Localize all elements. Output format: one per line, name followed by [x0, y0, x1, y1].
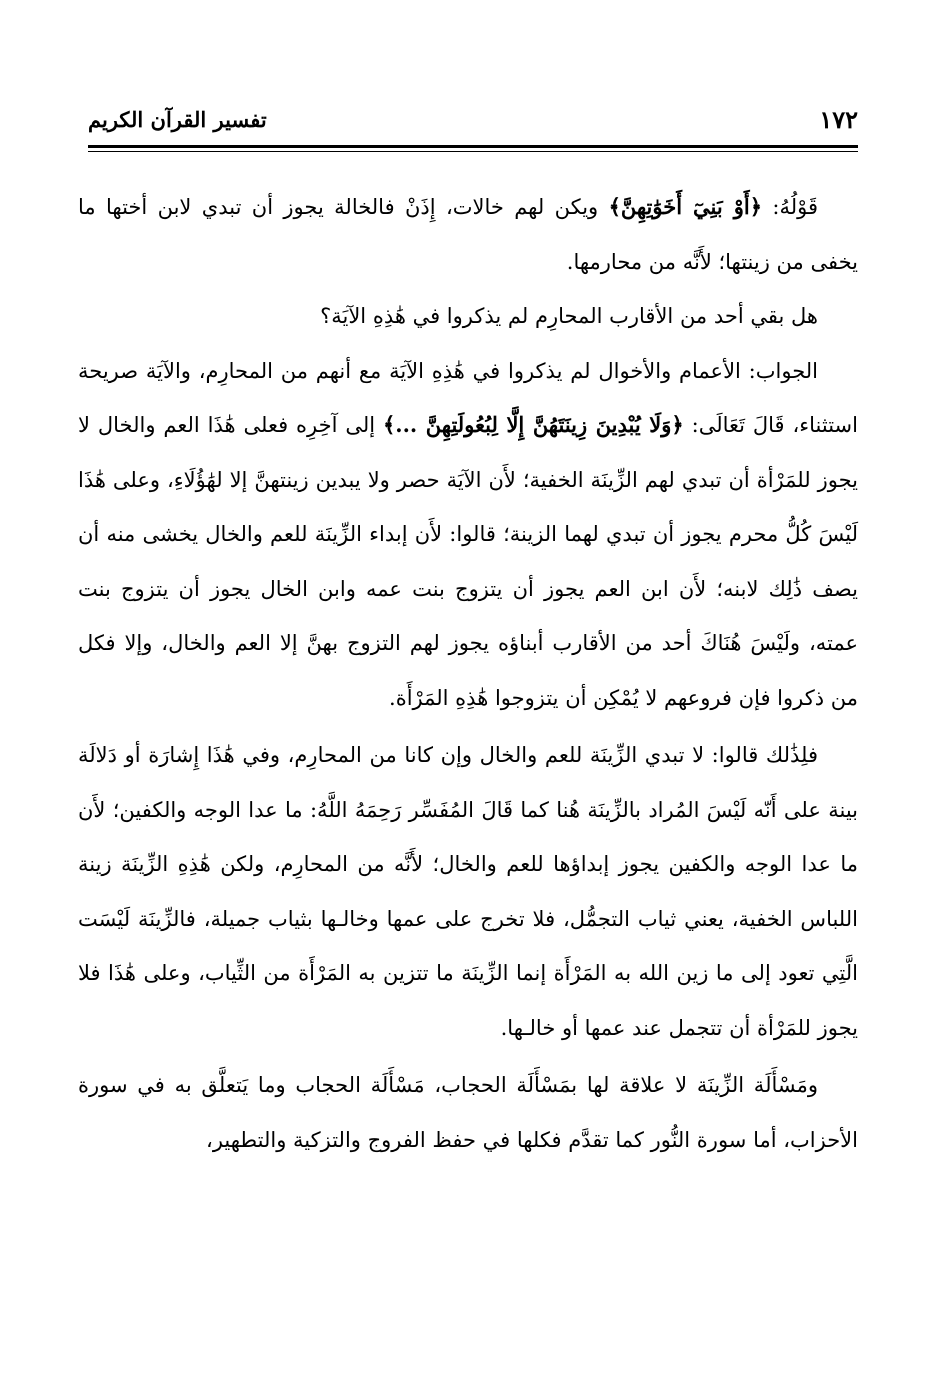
book-title: تفسير القرآن الكريم — [88, 107, 267, 132]
paragraph-3 — [78, 344, 858, 726]
header-rule-thick — [88, 145, 858, 148]
page-header — [88, 105, 858, 145]
quran-verse-2: ﴿وَلَا يُبْدِينَ زِينَتَهُنَّ إِلَّا لِبُعُولَتِهِنَّ ...﴾ — [383, 412, 684, 437]
paragraph-3-text-end: إلى آخِرِه فعلى هَٰذَا العم والخال لا يجوز للمَرْأة أن تبدي لهم الزِّينَة الخفية؛ لأَن الآيَة حصر ولا يبدين زينتهنَّ إلا لهَٰؤُلَاءِ، وعلى هَٰذَا لَيْسَ كُلُّ محرم يجوز أن تبدي لهما الزينة؛ قالوا: لأَن إبداء الزِّينَة للعم والخال يخشى منه أن يصف ذَٰلِك لابنه؛ لأَن ابن العم يجوز أن يتزوج بنت عمه وابن الخال يجوز أن يتزوج بنت عمته، ولَيْسَ هُنَاكَ أحد من الأقارب أبناؤه يجوز لهم التزوج بهنَّ إلا العم والخال، وإلا فكل من ذكروا فإن فروعهم لا يُمْكِن أن يتزوجوا هَٰذِهِ المَرْأَة. — [78, 413, 858, 710]
quran-verse-1: ﴿أَوْ بَنِيٓ أَخَوَٰتِهِنَّ﴾ — [608, 194, 763, 219]
page-number: ١٧٢ — [819, 105, 858, 134]
paragraph-1 — [78, 180, 858, 289]
paragraph-2: هل بقي أحد من الأقارب المحارِم لم يذكروا في هَٰذِهِ الآيَة؟ — [320, 304, 818, 328]
paragraph-5: ومَسْأَلَة الزِّينَة لا علاقة لها بمَسْأَلَة الحجاب، مَسْأَلَة الحجاب وما يَتعلَّق به في سورة الأحزاب، أما سورة النُّور كما تقدَّم فكلها في حفظ الفروج والتزكية والتطهير، — [78, 1073, 858, 1152]
paragraph-1-text: ويكن لهم خالات، إِذَنْ فالخالة يجوز أن تبدي لابن أختها ما يخفى من زينتها؛ لأَنَّه من محارمها. — [78, 195, 858, 274]
page-body — [78, 180, 858, 1167]
paragraph-4: فلِذَٰلك قالوا: لا تبدي الزِّينَة للعم والخال وإن كانا من المحارِم، وفي هَٰذَا إِشارَة أو دَلالَة بينة على أَنّه لَيْسَ المُراد بالزِّينَة هُنا كما قَالَ المُفَسِّر رَحِمَهُ اللَّهُ: ما عدا الوجه والكفين؛ لأَن ما عدا الوجه والكفين يجوز إبداؤها للعم والخال؛ لأَنَّه من المحارِم، ولكن هَٰذِهِ الزِّينَة زينة اللباس الخفية، يعني ثياب التجمُّل، فلا تخرج على عمها وخالـها بثياب جميلة، فالزِّينَة لَيْسَت الَّتِي تعود إلى ما زين الله به المَرْأَة إنما الزِّينَة ما تتزين به المَرْأَة من الثِّياب، وعلى هَٰذَا فلا يجوز للمَرْأة أن تتجمل عند عمها أو خالـها. — [78, 743, 858, 1040]
paragraph-3-text-start: الجواب: الأعمام والأخوال لم يذكروا في هَٰذِهِ الآيَة مع أنهم من المحارِم، والآيَة صريحة استثناء، قَالَ تَعَالَى: — [78, 358, 858, 437]
header-rule-thin — [88, 151, 858, 152]
paragraph-1-lead: قَوْلُهُ: — [762, 195, 818, 219]
